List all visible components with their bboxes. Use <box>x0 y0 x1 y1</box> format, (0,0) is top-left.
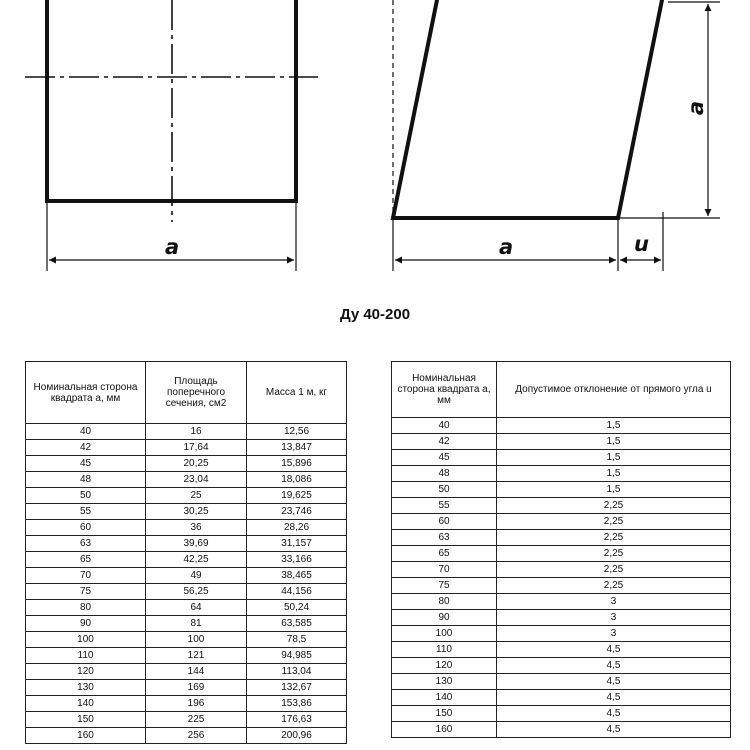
cell-nominal-side: 55 <box>392 498 497 514</box>
cell-mass-per-meter: 200,96 <box>247 728 347 744</box>
cell-nominal-side: 160 <box>26 728 146 744</box>
table-row <box>26 632 347 648</box>
cell-nominal-side: 42 <box>392 434 497 450</box>
table-row <box>26 696 347 712</box>
cell-mass-per-meter: 18,086 <box>247 472 347 488</box>
table-row <box>392 610 731 626</box>
table-row <box>392 706 731 722</box>
cell-nominal-side: 100 <box>392 626 497 642</box>
square-section <box>25 0 318 271</box>
cell-nominal-side: 90 <box>26 616 146 632</box>
cell-angle-deviation: 4,5 <box>497 674 731 690</box>
cell-cross-section-area: 225 <box>146 712 247 728</box>
cell-cross-section-area: 100 <box>146 632 247 648</box>
table-row <box>392 530 731 546</box>
cell-nominal-side: 90 <box>392 610 497 626</box>
cell-cross-section-area: 196 <box>146 696 247 712</box>
table-row <box>26 552 347 568</box>
cell-nominal-side: 50 <box>392 482 497 498</box>
technical-drawing <box>0 0 750 300</box>
table-row <box>392 546 731 562</box>
cell-mass-per-meter: 19,625 <box>247 488 347 504</box>
cell-angle-deviation: 1,5 <box>497 482 731 498</box>
table-row <box>392 722 731 738</box>
cell-cross-section-area: 64 <box>146 600 247 616</box>
cell-mass-per-meter: 132,67 <box>247 680 347 696</box>
header-nominal-side: Номинальная сторона квадрата а, мм <box>26 362 146 424</box>
table-row <box>26 520 347 536</box>
table-row <box>26 648 347 664</box>
cell-nominal-side: 65 <box>26 552 146 568</box>
square-side-label: a <box>165 235 180 259</box>
table-row <box>392 578 731 594</box>
cell-angle-deviation: 1,5 <box>497 450 731 466</box>
height-label: a <box>684 100 708 116</box>
cell-nominal-side: 63 <box>26 536 146 552</box>
cell-mass-per-meter: 63,585 <box>247 616 347 632</box>
cell-mass-per-meter: 38,465 <box>247 568 347 584</box>
table-row <box>26 680 347 696</box>
cell-mass-per-meter: 50,24 <box>247 600 347 616</box>
cell-nominal-side: 45 <box>26 456 146 472</box>
cell-cross-section-area: 17,64 <box>146 440 247 456</box>
table-row <box>26 472 347 488</box>
table-row <box>26 488 347 504</box>
cell-mass-per-meter: 78,5 <box>247 632 347 648</box>
cell-cross-section-area: 49 <box>146 568 247 584</box>
table-row <box>392 514 731 530</box>
cell-nominal-side: 42 <box>26 440 146 456</box>
table-row <box>392 562 731 578</box>
cell-cross-section-area: 16 <box>146 424 247 440</box>
cell-nominal-side: 70 <box>392 562 497 578</box>
table-row <box>392 642 731 658</box>
table-row <box>392 466 731 482</box>
cell-mass-per-meter: 12,56 <box>247 424 347 440</box>
cell-nominal-side: 60 <box>26 520 146 536</box>
header-angle-deviation: Допустимое отклонение от прямого угла u <box>497 362 731 418</box>
cell-nominal-side: 110 <box>392 642 497 658</box>
skewed-section <box>393 0 720 271</box>
cell-nominal-side: 110 <box>26 648 146 664</box>
cell-angle-deviation: 4,5 <box>497 706 731 722</box>
cell-cross-section-area: 56,25 <box>146 584 247 600</box>
cell-cross-section-area: 30,25 <box>146 504 247 520</box>
table-row <box>26 616 347 632</box>
cell-mass-per-meter: 15,896 <box>247 456 347 472</box>
cell-nominal-side: 63 <box>392 530 497 546</box>
cell-cross-section-area: 25 <box>146 488 247 504</box>
cell-cross-section-area: 144 <box>146 664 247 680</box>
cell-nominal-side: 60 <box>392 514 497 530</box>
cell-nominal-side: 150 <box>392 706 497 722</box>
cell-cross-section-area: 20,25 <box>146 456 247 472</box>
dimensions-table-header <box>26 362 347 424</box>
cell-angle-deviation: 3 <box>497 594 731 610</box>
table-row <box>26 584 347 600</box>
cell-mass-per-meter: 176,63 <box>247 712 347 728</box>
deviation-table-header <box>392 362 731 418</box>
cell-mass-per-meter: 44,156 <box>247 584 347 600</box>
cell-cross-section-area: 256 <box>146 728 247 744</box>
header-nominal-side: Номинальная сторона квадрата а, мм <box>392 362 497 418</box>
base-label: a <box>499 235 514 259</box>
cell-nominal-side: 100 <box>26 632 146 648</box>
table-row <box>26 600 347 616</box>
table-row <box>392 674 731 690</box>
cell-angle-deviation: 2,25 <box>497 514 731 530</box>
table-row <box>26 456 347 472</box>
cell-cross-section-area: 81 <box>146 616 247 632</box>
cell-angle-deviation: 1,5 <box>497 434 731 450</box>
table-row <box>392 418 731 434</box>
cell-nominal-side: 80 <box>392 594 497 610</box>
cell-nominal-side: 65 <box>392 546 497 562</box>
cell-mass-per-meter: 13,847 <box>247 440 347 456</box>
skewed-outline <box>393 0 663 218</box>
cell-nominal-side: 45 <box>392 450 497 466</box>
dimensions-table <box>25 361 347 744</box>
size-range-caption: Ду 40-200 <box>339 306 411 323</box>
cell-nominal-side: 48 <box>26 472 146 488</box>
cell-nominal-side: 140 <box>26 696 146 712</box>
cell-nominal-side: 70 <box>26 568 146 584</box>
cell-angle-deviation: 1,5 <box>497 418 731 434</box>
table-row <box>26 712 347 728</box>
cell-angle-deviation: 4,5 <box>497 690 731 706</box>
cell-angle-deviation: 3 <box>497 610 731 626</box>
table-row <box>392 498 731 514</box>
cell-cross-section-area: 169 <box>146 680 247 696</box>
cell-nominal-side: 80 <box>26 600 146 616</box>
cell-mass-per-meter: 33,166 <box>247 552 347 568</box>
cell-angle-deviation: 4,5 <box>497 658 731 674</box>
table-row <box>26 536 347 552</box>
deviation-label: u <box>634 232 649 256</box>
table-row <box>26 504 347 520</box>
cell-angle-deviation: 2,25 <box>497 498 731 514</box>
table-row <box>392 482 731 498</box>
cell-mass-per-meter: 28,26 <box>247 520 347 536</box>
cell-mass-per-meter: 23,746 <box>247 504 347 520</box>
table-row <box>26 440 347 456</box>
table-row <box>392 626 731 642</box>
cell-angle-deviation: 2,25 <box>497 530 731 546</box>
cell-nominal-side: 75 <box>26 584 146 600</box>
cell-nominal-side: 160 <box>392 722 497 738</box>
cell-angle-deviation: 1,5 <box>497 466 731 482</box>
cell-nominal-side: 150 <box>26 712 146 728</box>
cell-cross-section-area: 39,69 <box>146 536 247 552</box>
cell-nominal-side: 50 <box>26 488 146 504</box>
table-row <box>26 424 347 440</box>
deviation-table <box>391 361 731 738</box>
cell-nominal-side: 40 <box>392 418 497 434</box>
cell-angle-deviation: 3 <box>497 626 731 642</box>
table-row <box>392 690 731 706</box>
table-row <box>26 664 347 680</box>
table-row <box>26 568 347 584</box>
table-row <box>392 434 731 450</box>
cell-mass-per-meter: 153,86 <box>247 696 347 712</box>
cell-nominal-side: 48 <box>392 466 497 482</box>
header-mass-per-meter: Масса 1 м, кг <box>247 362 347 424</box>
cell-mass-per-meter: 113,04 <box>247 664 347 680</box>
table-row <box>392 594 731 610</box>
cell-mass-per-meter: 31,157 <box>247 536 347 552</box>
cell-nominal-side: 130 <box>392 674 497 690</box>
cell-angle-deviation: 4,5 <box>497 722 731 738</box>
cell-angle-deviation: 4,5 <box>497 642 731 658</box>
cell-nominal-side: 40 <box>26 424 146 440</box>
cell-nominal-side: 140 <box>392 690 497 706</box>
cell-mass-per-meter: 94,985 <box>247 648 347 664</box>
cell-nominal-side: 120 <box>26 664 146 680</box>
cell-nominal-side: 55 <box>26 504 146 520</box>
header-cross-section-area: Площадь поперечного сечения, см2 <box>146 362 247 424</box>
cell-cross-section-area: 23,04 <box>146 472 247 488</box>
cell-nominal-side: 120 <box>392 658 497 674</box>
cell-cross-section-area: 121 <box>146 648 247 664</box>
table-row <box>26 728 347 744</box>
cell-cross-section-area: 36 <box>146 520 247 536</box>
cell-nominal-side: 130 <box>26 680 146 696</box>
cell-angle-deviation: 2,25 <box>497 578 731 594</box>
table-row <box>392 450 731 466</box>
cell-angle-deviation: 2,25 <box>497 562 731 578</box>
cell-cross-section-area: 42,25 <box>146 552 247 568</box>
cell-nominal-side: 75 <box>392 578 497 594</box>
cell-angle-deviation: 2,25 <box>497 546 731 562</box>
table-row <box>392 658 731 674</box>
